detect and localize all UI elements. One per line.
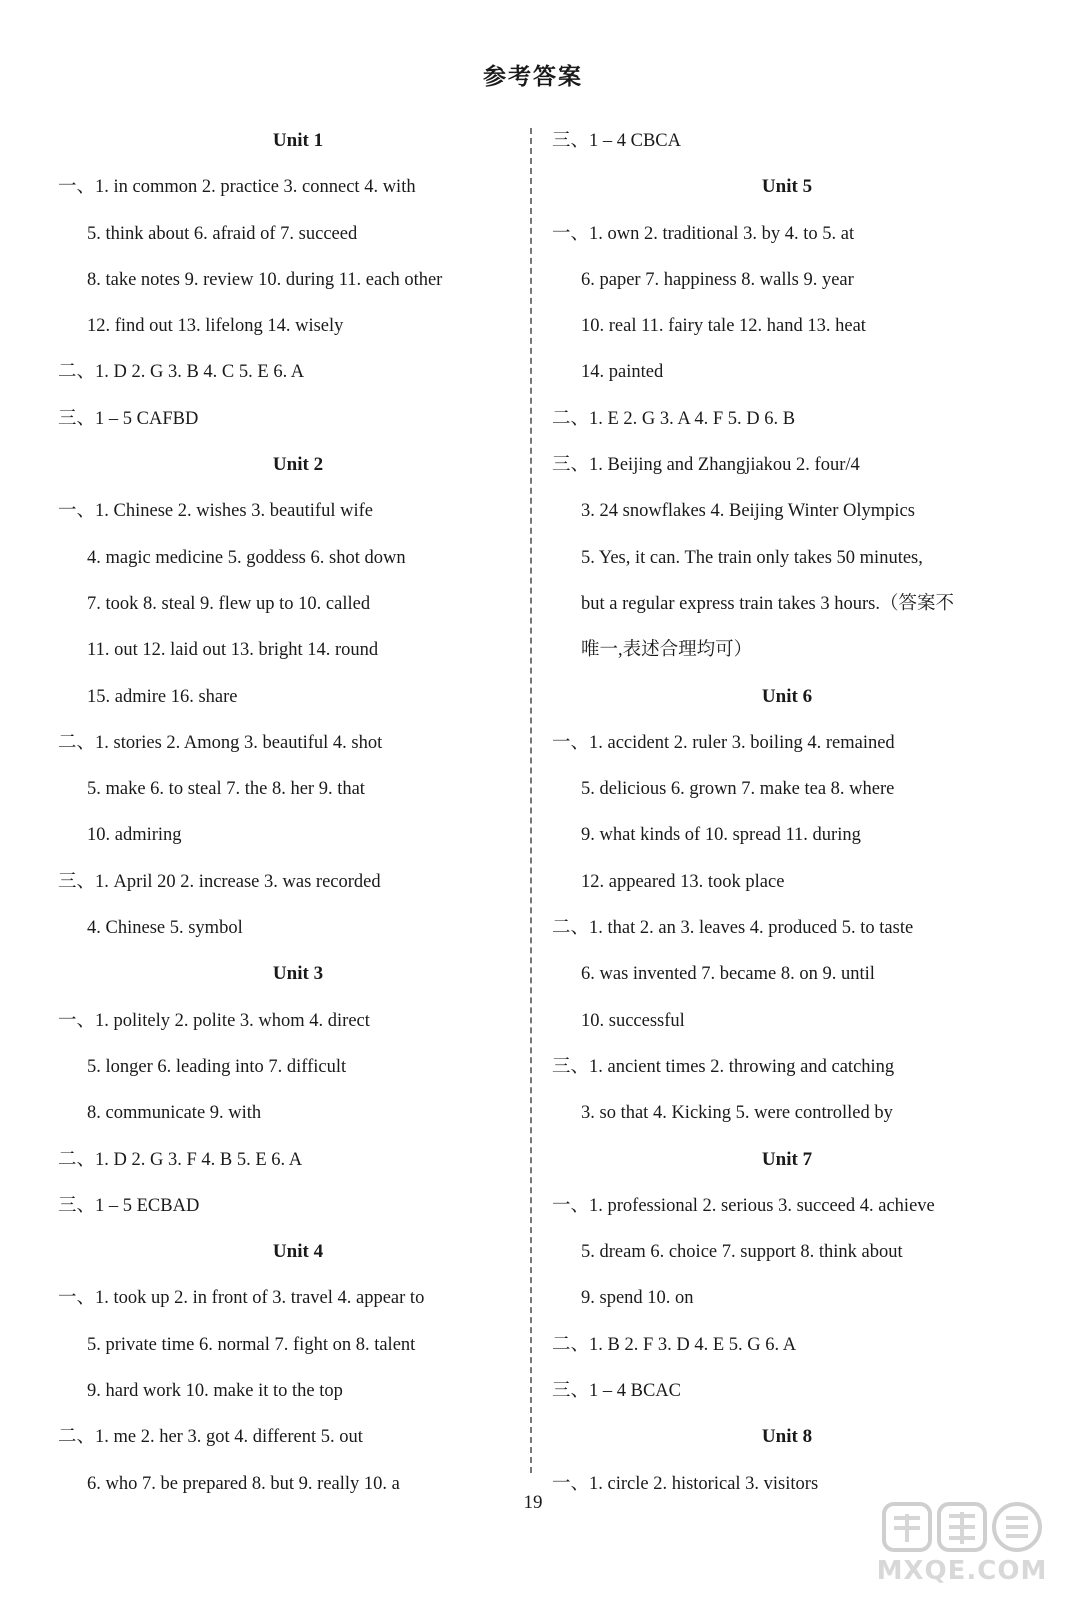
answer-line: 三、1 – 4 BCAC xyxy=(552,1381,682,1402)
answer-line: 5. longer 6. leading into 7. difficult xyxy=(87,1056,347,1077)
unit-heading: Unit 3 xyxy=(272,963,324,985)
answer-line: 二、1. stories 2. Among 3. beautiful 4. shot xyxy=(58,732,383,753)
answer-line: 一、1. professional 2. serious 3. succeed 4. achieve xyxy=(552,1195,935,1216)
answer-line: 8. take notes 9. review 10. during 11. each other xyxy=(87,269,443,290)
answer-line: 4. Chinese 5. symbol xyxy=(87,918,243,939)
answer-line: 10. admiring xyxy=(87,825,182,846)
answer-line: 9. spend 10. on xyxy=(581,1288,694,1309)
answer-line: 二、1. that 2. an 3. leaves 4. produced 5. to taste xyxy=(552,918,914,939)
answer-line: 5. private time 6. normal 7. fight on 8. talent xyxy=(87,1334,416,1355)
answer-line: 二、1. me 2. her 3. got 4. different 5. out xyxy=(58,1427,363,1448)
answer-line: 二、1. E 2. G 3. A 4. F 5. D 6. B xyxy=(552,408,796,429)
answer-line: 二、1. B 2. F 3. D 4. E 5. G 6. A xyxy=(552,1334,797,1355)
answer-line: 唯一,表述合理均可） xyxy=(581,640,753,661)
answer-line: 14. painted xyxy=(581,362,664,383)
answer-line: 15. admire 16. share xyxy=(87,686,238,707)
answer-line: 三、1 – 5 ECBAD xyxy=(58,1195,200,1216)
right-answer-column xyxy=(552,118,1022,1507)
answer-line: 一、1. politely 2. polite 3. whom 4. direct xyxy=(58,1010,370,1031)
answer-line: 4. magic medicine 5. goddess 6. shot down xyxy=(87,547,406,568)
answer-line: 二、1. D 2. G 3. B 4. C 5. E 6. A xyxy=(58,362,305,383)
unit-heading: Unit 2 xyxy=(272,454,324,476)
answer-line: 9. hard work 10. make it to the top xyxy=(87,1381,343,1402)
answer-line: but a regular express train takes 3 hours.（答案不 xyxy=(581,593,954,614)
unit-heading: Unit 6 xyxy=(761,685,813,707)
unit-heading: Unit 4 xyxy=(272,1241,324,1263)
page-title: 参考答案 xyxy=(483,64,583,89)
answer-line: 10. successful xyxy=(581,1010,685,1031)
answer-line: 3. 24 snowflakes 4. Beijing Winter Olympics xyxy=(581,501,915,522)
answer-line: 三、1 – 5 CAFBD xyxy=(58,408,199,429)
answer-line: 三、1. April 20 2. increase 3. was recorded xyxy=(58,871,381,892)
answer-line: 三、1 – 4 CBCA xyxy=(552,131,682,151)
answer-line: 7. took 8. steal 9. flew up to 10. called xyxy=(87,593,371,614)
answer-line: 5. Yes, it can. The train only takes 50 minutes, xyxy=(581,547,923,568)
answer-line: 一、1. in common 2. practice 3. connect 4. with xyxy=(58,177,416,198)
answer-line: 9. what kinds of 10. spread 11. during xyxy=(581,825,861,846)
answer-line: 一、1. circle 2. historical 3. visitors xyxy=(552,1473,819,1494)
page-number: 19 xyxy=(523,1492,543,1513)
answer-line: 一、1. Chinese 2. wishes 3. beautiful wife xyxy=(58,501,373,522)
answer-line: 12. appeared 13. took place xyxy=(581,871,785,892)
answer-line: 二、1. D 2. G 3. F 4. B 5. E 6. A xyxy=(58,1149,303,1170)
watermark xyxy=(872,1500,1052,1595)
answer-line: 一、1. own 2. traditional 3. by 4. to 5. at xyxy=(552,223,855,244)
answer-line: 一、1. took up 2. in front of 3. travel 4. appear to xyxy=(58,1288,425,1309)
answer-line: 3. so that 4. Kicking 5. were controlled by xyxy=(581,1103,893,1124)
answer-line: 一、1. accident 2. ruler 3. boiling 4. remained xyxy=(552,732,895,753)
answer-line: 6. who 7. be prepared 8. but 9. really 10. a xyxy=(87,1473,400,1494)
answer-line: 三、1. Beijing and Zhangjiakou 2. four/4 xyxy=(552,455,860,476)
answer-line: 8. communicate 9. with xyxy=(87,1103,262,1124)
watermark-logo xyxy=(882,1500,1042,1555)
answer-line: 5. make 6. to steal 7. the 8. her 9. that xyxy=(87,779,365,800)
column-divider xyxy=(530,128,532,1473)
answer-line: 5. delicious 6. grown 7. make tea 8. where xyxy=(581,779,895,800)
answer-line: 6. paper 7. happiness 8. walls 9. year xyxy=(581,269,854,290)
answer-line: 10. real 11. fairy tale 12. hand 13. heat xyxy=(581,316,866,337)
answer-line: 5. dream 6. choice 7. support 8. think about xyxy=(581,1242,903,1263)
answer-line: 11. out 12. laid out 13. bright 14. round xyxy=(87,640,379,661)
unit-heading: Unit 8 xyxy=(761,1426,813,1448)
watermark-site-text: MXQE.COM xyxy=(876,1556,1048,1586)
answer-line: 12. find out 13. lifelong 14. wisely xyxy=(87,316,344,337)
unit-heading: Unit 1 xyxy=(272,130,324,151)
answer-line: 5. think about 6. afraid of 7. succeed xyxy=(87,223,358,244)
watermark-logo-icon xyxy=(882,1500,1042,1555)
unit-heading: Unit 5 xyxy=(761,176,813,198)
left-answer-column xyxy=(58,118,518,1507)
answer-line: 三、1. ancient times 2. throwing and catching xyxy=(552,1056,895,1077)
answer-line: 6. was invented 7. became 8. on 9. until xyxy=(581,964,875,985)
unit-heading: Unit 7 xyxy=(761,1148,813,1170)
